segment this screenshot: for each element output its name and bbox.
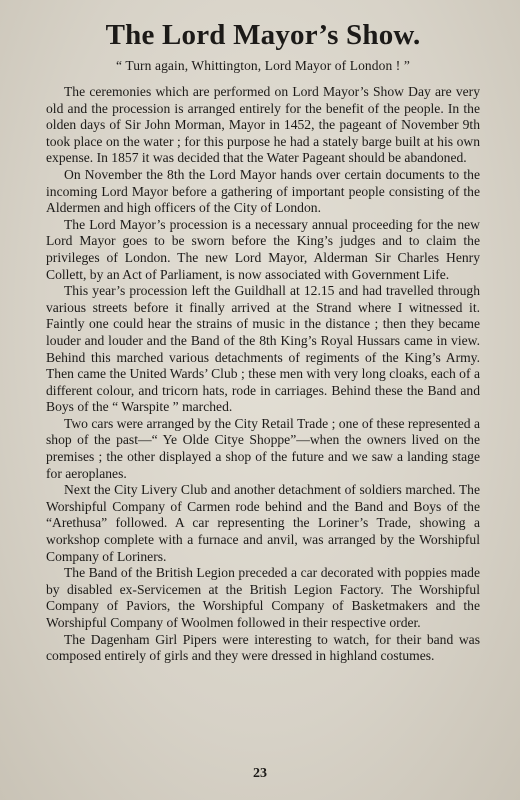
page-title: The Lord Mayor’s Show. bbox=[105, 19, 421, 51]
paragraph-this-years-procession: This year’s procession left the Guildhall at 12.15 and had travelled through various streets before it finally arrived at the Strand where I witnessed it. Faintly one could hear the strains of music in the distance ; then they became louder and louder and the Band of the 8th King’s Royal Hussars came in view. Behind this marched various detachments of regiments of the King’s Army. Then came the United Wards’ Club ; these men with very long cloaks, each of a different colour, and tricorn hats, rode in carriages. Behind these the Band and Boys of the “ Warspite ” marched. bbox=[46, 283, 480, 415]
paragraph-procession-purpose: The Lord Mayor’s procession is a necessary annual proceeding for the new Lord Mayor goes to be sworn before the King’s judges and to claim the privileges of London. The new Lord Mayor, Alderman Sir Charles Henry Collett, by an Act of Parliament, is now associated with Government Life. bbox=[46, 216, 480, 282]
paragraph-documents: On November the 8th the Lord Mayor hands over certain documents to the incoming Lord Mayor before a gathering of important people consisting of the Aldermen and high officers of the City of London. bbox=[46, 166, 480, 216]
paragraph-livery-club: Next the City Livery Club and another detachment of soldiers marched. The Worshipful Company of Carmen rode behind and the Band and Boys of the “Arethusa” followed. A car representing the Loriner’s Trade, showing a workshop complete with a furnace and anvil, was arranged by the Worshipful Company of Loriners. bbox=[46, 482, 480, 564]
paragraph-retail-cars: Two cars were arranged by the City Retail Trade ; one of these represented a shop of the past—“ Ye Olde Citye Shoppe”—when the owners lived on the premises ; the other displayed a shop of the future and we saw a landing stage for aeroplanes. bbox=[46, 415, 480, 481]
paragraph-dagenham-pipers: The Dagenham Girl Pipers were interesting to watch, for their band was composed entirely of girls and they were dressed in highland costumes. bbox=[46, 631, 480, 664]
page-number: 23 bbox=[253, 766, 267, 781]
body-text bbox=[46, 84, 480, 665]
paragraph-history: The ceremonies which are performed on Lord Mayor’s Show Day are very old and the procession is arranged entirely for the benefit of the people. In the olden days of Sir John Morman, Mayor in 1452, the pageant of November 9th took place on the water ; for this purpose he had a stately barge built at his own expense. In 1857 it was decided that the Water Pageant should be abandoned. bbox=[46, 84, 480, 166]
paragraph-british-legion: The Band of the British Legion preceded a car decorated with poppies made by disabled ex-Servicemen at the British Legion Factory. The Worshipful Company of Paviors, the Worshipful Company of Basketmakers and the Worshipful Company of Woolmen followed in their respective order. bbox=[46, 565, 480, 630]
page-subtitle: “ Turn again, Whittington, Lord Mayor of London ! ” bbox=[116, 58, 410, 73]
